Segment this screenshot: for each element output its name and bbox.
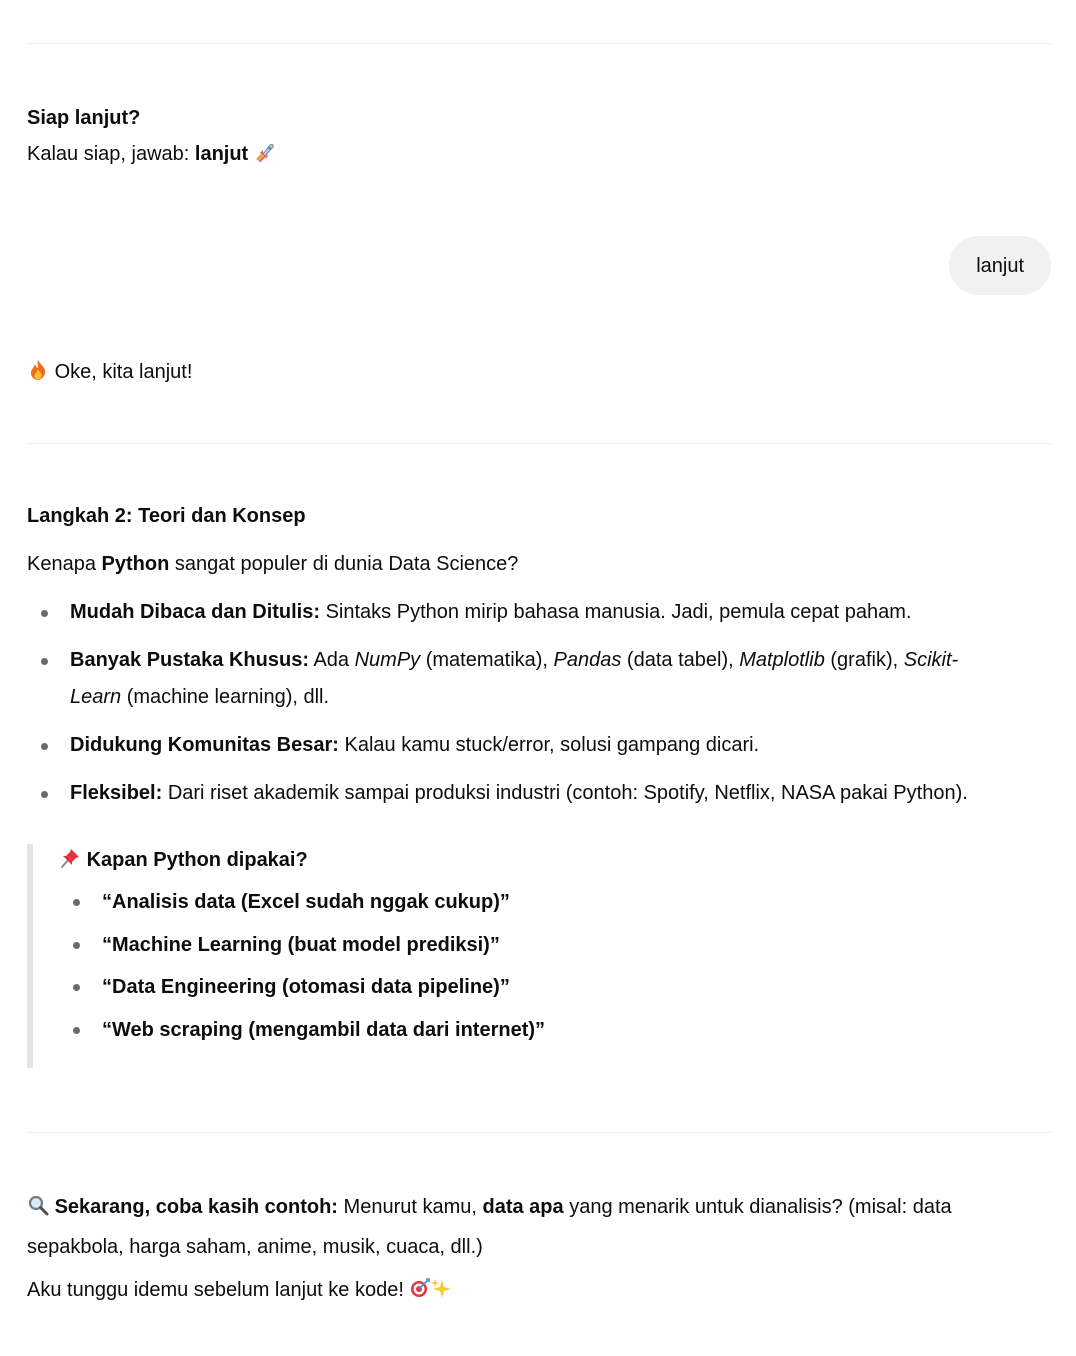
library-numpy: NumPy [354,649,421,671]
list-item: “Analisis data (Excel sudah nggak cukup)” [59,886,545,918]
reason-label: Didukung Komunitas Besar: [70,734,339,756]
intro-text: Oke, kita lanjut! [54,361,193,383]
divider-bottom [27,1132,1051,1133]
library-learn: Learn [70,686,122,708]
library-scikit: Scikit- [903,649,959,671]
library-matplotlib: Matplotlib [739,649,825,671]
prompt-bold: Sekarang, coba kasih contoh: [54,1196,338,1218]
magnifier-icon [27,1192,49,1229]
sparkles-icon [431,1277,453,1309]
reason-text: (machine learning), dll. [121,686,330,708]
closing-line [27,1274,453,1309]
reasons-list [27,594,1067,823]
quote-title-text: Kapan Python dipakai? [86,849,308,871]
quote-title [59,844,308,879]
reason-text: (data tabel), [621,649,740,671]
divider-middle [27,443,1051,444]
library-pandas: Pandas [553,649,622,671]
rocket-icon [254,141,276,163]
divider-top [27,43,1051,44]
reason-text: Kalau kamu stuck/error, solusi gampang dicari. [338,734,760,756]
reason-text: Ada [308,649,355,671]
question-line [27,548,518,580]
reason-text: Sintaks Python mirip bahasa manusia. Jadi, pemula cepat paham. [320,601,912,623]
question-prefix: Kenapa [27,553,102,575]
reason-text: Dari riset akademik sampai produksi industri (contoh: Spotify, Netflix, NASA pakai Python). [162,782,968,804]
list-item [27,594,1067,631]
user-message-text: lanjut [976,254,1024,277]
question-keyword: Python [101,553,170,575]
prompt-text: Menurut kamu, [337,1196,483,1218]
example-prompt [27,1189,1057,1266]
ready-keyword: lanjut [194,143,249,165]
target-icon [409,1277,431,1309]
fire-icon [27,359,49,391]
intro-line [27,356,192,391]
ready-instruction-text: Kalau siap, jawab: [27,143,195,165]
list-item: “Data Engineering (otomasi data pipeline)” [59,971,545,1003]
prompt-text-3: sepakbola, harga saham, anime, musik, cuaca, dll.) [27,1236,483,1258]
prompt-keyword: data apa [482,1196,564,1218]
list-item: “Web scraping (mengambil data dari internet)” [59,1014,545,1046]
reason-label: Fleksibel: [70,782,163,804]
reason-text: (grafik), [824,649,904,671]
ready-instruction [27,138,276,170]
reason-label: Banyak Pustaka Khusus: [70,649,309,671]
ready-heading: Siap lanjut? [27,107,141,129]
reason-label: Mudah Dibaca dan Ditulis: [70,601,321,623]
closing-text: Aku tunggu idemu sebelum lanjut ke kode! [27,1279,404,1301]
reason-text: (matematika), [420,649,554,671]
user-message-bubble [949,236,1051,295]
list-item [27,727,1067,764]
list-item [27,642,1067,716]
step-title: Langkah 2: Teori dan Konsep [27,505,306,527]
list-item [27,775,1067,812]
usage-list [59,886,545,1056]
question-suffix: sangat populer di dunia Data Science? [169,553,519,575]
usage-blockquote [27,844,1033,1068]
prompt-text-2: yang menarik untuk dianalisis? (misal: data [563,1196,952,1218]
list-item: “Machine Learning (buat model prediksi)” [59,929,545,961]
pushpin-icon [59,847,81,879]
